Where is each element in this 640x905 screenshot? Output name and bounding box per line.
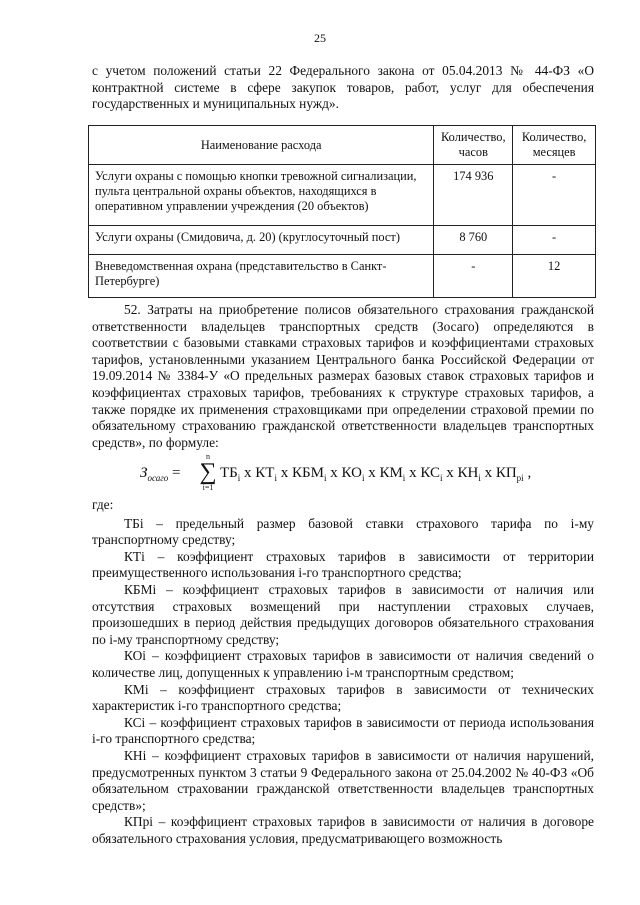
definition-item: КОi – коэффициент страховых тарифов в зависимости от наличия сведений о количестве лиц, допущенных к управлению i-м транспортным средством; bbox=[92, 648, 594, 680]
osago-formula bbox=[140, 452, 600, 492]
cell-months: - bbox=[513, 226, 596, 255]
cell-hours: 174 936 bbox=[434, 165, 513, 226]
expense-table bbox=[88, 125, 596, 298]
cell-months: - bbox=[513, 165, 596, 226]
definitions bbox=[92, 497, 594, 847]
definition-item: КБМi – коэффициент страховых тарифов в зависимости от наличия или отсутствия страховых возмещений при наступлении страховых случаев, произошедших в период действия предыдущих договоров обязательного страхования по i-му транспортному средству; bbox=[92, 581, 594, 647]
definition-item: КСi – коэффициент страховых тарифов в зависимости от периода использования i-го транспортного средства; bbox=[92, 714, 594, 747]
formula-equals: = bbox=[171, 465, 181, 481]
formula-rhs: $ТБ_i$ x $КТ_i$ x $КБМ_i$ x $КО_i$ x $КМ_i$ x $КС_i$ x $КН_i$ x $КП_{pi}$ , bbox=[220, 465, 532, 483]
header-expense-name: Наименование расхода bbox=[89, 126, 434, 165]
summation bbox=[198, 452, 218, 492]
table-row bbox=[89, 226, 596, 255]
table-row bbox=[89, 165, 596, 226]
paragraph-52: 52. Затраты на приобретение полисов обязательного страхования гражданской ответственности владельцев транспортных средств (Зосаго) определяются в соответствии с базовыми ставками страховых тарифов и коэффициентами страховых тарифов, установленными указанием Центрального банка Российской Федерации от 19.09.2014 № 3384-У «О предельных размерах базовых ставок страховых тарифов и коэффициентах страховых тарифов, требованиях к структуре страховых тарифов, а также порядке их применения страховщиками при определении страховой премии по обязательному страхованию гражданской ответственности владельцев транспортных средств», по формуле: bbox=[92, 302, 594, 450]
sigma-icon: ∑ bbox=[199, 459, 217, 485]
definition-item: ТБi – предельный размер базовой ставки страхового тарифа по i-му транспортному средству; bbox=[92, 515, 594, 548]
formula-lhs-subscript: осаго bbox=[147, 473, 169, 483]
cell-months: 12 bbox=[513, 255, 596, 298]
formula-lhs-symbol: З bbox=[140, 465, 148, 481]
sum-upper-limit: n bbox=[206, 452, 210, 461]
intro-paragraph: с учетом положений статьи 22 Федерального закона от 05.04.2013 № 44-ФЗ «О контрактной системе в сфере закупок товаров, работ, услуг для обеспечения государственных и муниципальных нужд». bbox=[92, 63, 594, 112]
where-label: где: bbox=[92, 497, 114, 512]
page-number: 25 bbox=[314, 31, 326, 45]
definition-item: КТi – коэффициент страховых тарифов в зависимости от территории преимущественного использования i-го транспортного средства; bbox=[92, 548, 594, 581]
table-header-row bbox=[89, 126, 596, 165]
table-row bbox=[89, 255, 596, 298]
cell-expense-name: Услуги охраны с помощью кнопки тревожной сигнализации, пульта центральной охраны объектов, находящихся в оперативном управлении учреждения (20 объектов) bbox=[89, 165, 434, 226]
cell-hours: 8 760 bbox=[434, 226, 513, 255]
formula-lhs bbox=[140, 465, 180, 487]
cell-expense-name: Вневедомственная охрана (представительство в Санкт-Петербурге) bbox=[89, 255, 434, 298]
header-months: Количество, месяцев bbox=[513, 126, 596, 165]
cell-hours: - bbox=[434, 255, 513, 298]
header-hours: Количество, часов bbox=[434, 126, 513, 165]
definition-item: КМi – коэффициент страховых тарифов в зависимости от технических характеристик i-го транспортного средства; bbox=[92, 681, 594, 714]
cell-expense-name: Услуги охраны (Смидовича, д. 20) (круглосуточный пост) bbox=[89, 226, 434, 255]
definition-item: КНi – коэффициент страховых тарифов в зависимости от наличия нарушений, предусмотренных пунктом 3 статьи 9 Федерального закона от 25.04.2002 № 40-ФЗ «Об обязательном страховании гражданской ответственности владельцев транспортных средств»; bbox=[92, 747, 594, 813]
definition-item: КПpi – коэффициент страховых тарифов в зависимости от наличия в договоре обязательного страхования условия, предусматривающего возможность bbox=[92, 814, 594, 846]
sum-lower-limit: i=1 bbox=[202, 483, 214, 492]
